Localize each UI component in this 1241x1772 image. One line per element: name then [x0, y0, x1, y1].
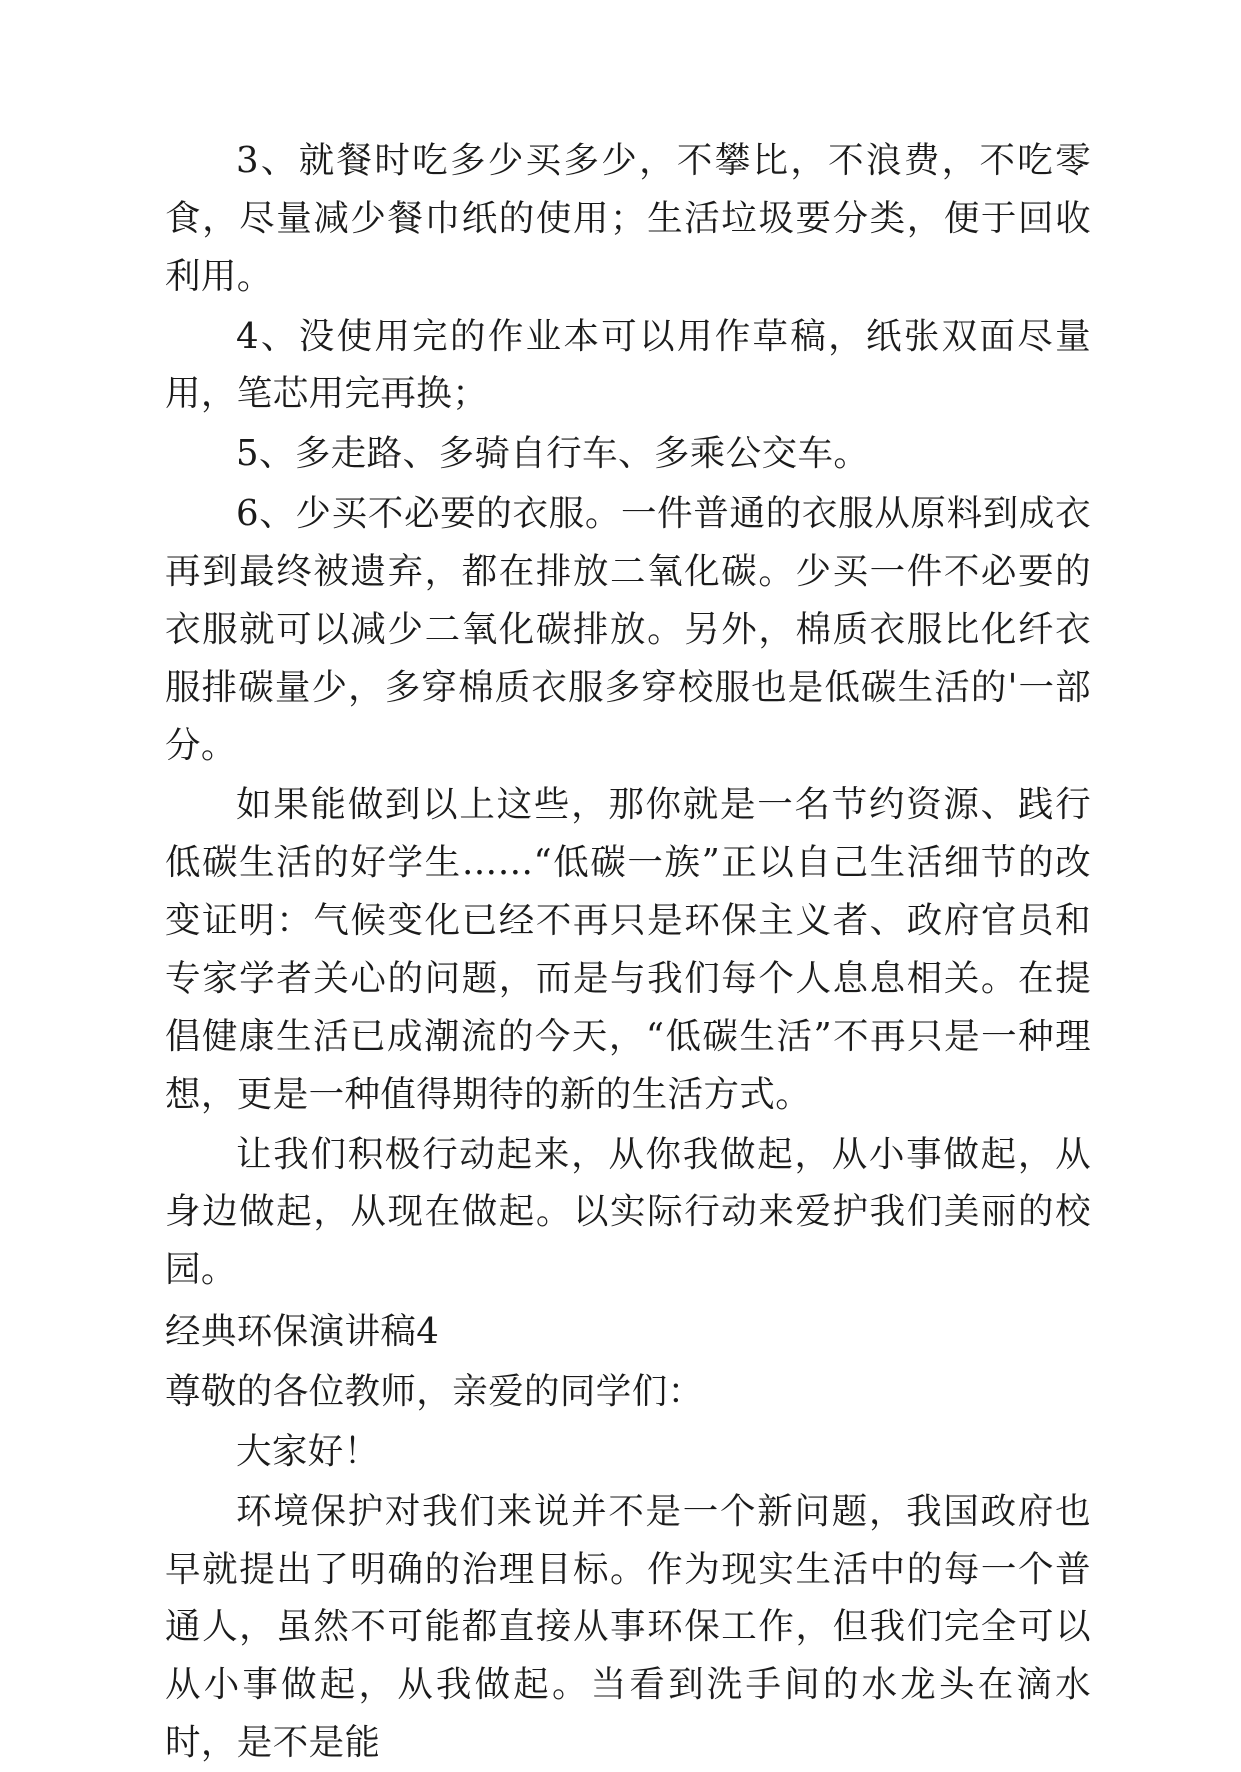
paragraph-greeting: 大家好！ — [236, 1430, 380, 1472]
paragraph-opening: 环境保护对我们来说并不是一个新问题，我国政府也早就提出了明确的治理目标。作为现实生活中的每一个普通人，虽然不可能都直接从事环保工作，但我们完全可以从小事做起，从我做起。当看到洗手间的水龙头在滴水时，是不是能 — [165, 1490, 1091, 1764]
document-body — [165, 132, 1091, 1772]
paragraph-item-4: 4、没使用完的作业本可以用作草稿，纸张双面尽量用，笔芯用完再换； — [165, 315, 1091, 415]
paragraph-item-3: 3、就餐时吃多少买多少，不攀比，不浪费，不吃零食，尽量减少餐巾纸的使用；生活垃圾要分类，便于回收利用。 — [165, 140, 1091, 297]
paragraph-item-6: 6、少买不必要的衣服。一件普通的衣服从原料到成衣再到最终被遗弃，都在排放二氧化碳。少买一件不必要的衣服就可以减少二氧化碳排放。另外，棉质衣服比化纤衣服排碳量少，多穿棉质衣服多穿校服也是低碳生活的'一部分。 — [165, 493, 1091, 766]
section-heading: 经典环保演讲稿4 — [165, 1311, 440, 1353]
paragraph-conclusion-2: 让我们积极行动起来，从你我做起，从小事做起，从身边做起，从现在做起。以实际行动来爱护我们美丽的校园。 — [165, 1133, 1091, 1291]
paragraph-salutation: 尊敬的各位教师，亲爱的同学们： — [165, 1371, 704, 1413]
paragraph-conclusion-1: 如果能做到以上这些，那你就是一名节约资源、践行低碳生活的好学生……“低碳一族”正以自己生活细节的改变证明：气候变化已经不再只是环保主义者、政府官员和专家学者关心的问题，而是与我们每个人息息相关。在提倡健康生活已成潮流的今天，“低碳生活”不再只是一种理想，更是一种值得期待的新的生活方式。 — [165, 784, 1091, 1115]
paragraph-item-5: 5、多走路、多骑自行车、多乘公交车。 — [236, 433, 870, 475]
